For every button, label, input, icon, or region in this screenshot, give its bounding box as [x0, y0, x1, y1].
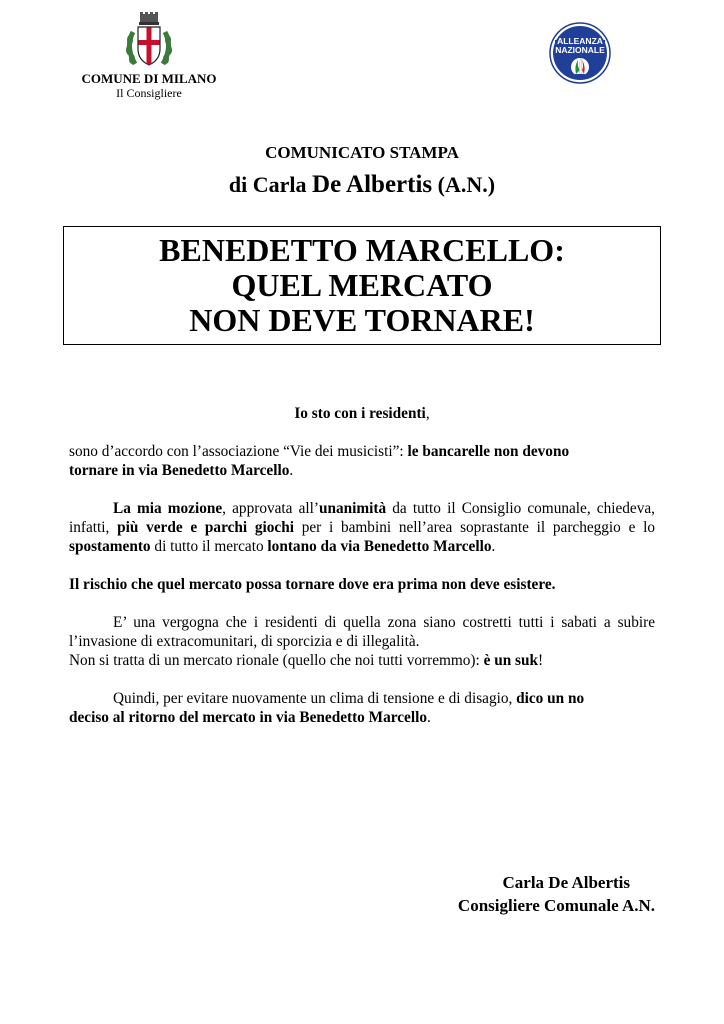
- p6-tail: !: [538, 652, 544, 669]
- paragraph-2: [69, 442, 655, 480]
- svg-text:ALLEANZA: ALLEANZA: [557, 36, 603, 46]
- p7-bold-2: deciso al ritorno del mercato in via Benedetto Marcello: [69, 709, 427, 726]
- comune-header: [74, 12, 224, 100]
- p7-bold-1: dico un no: [516, 690, 585, 707]
- headline-box: [63, 226, 661, 345]
- p3-text-3: per i bambini nell’area soprastante il parcheggio e lo: [293, 519, 655, 536]
- svg-text:NAZIONALE: NAZIONALE: [555, 45, 605, 55]
- p1-tail: ,: [425, 405, 430, 422]
- paragraph-7: [69, 689, 655, 727]
- author-suffix: (A.N.): [432, 172, 496, 197]
- p2-tail: .: [289, 462, 294, 479]
- p7-text: Quindi, per evitare nuovamente un clima di tensione e di disagio,: [113, 690, 517, 707]
- p3-bold-1: La mia mozione: [113, 500, 223, 517]
- p4-bold: Il rischio che quel mercato possa tornare dove era prima non deve esistere.: [69, 576, 556, 593]
- headline-line-2: QUEL MERCATO: [231, 267, 493, 303]
- p3-text-2: da tutto il Consiglio comunale, chiedeva, infatti,: [69, 500, 655, 536]
- comune-name: COMUNE DI MILANO: [81, 71, 217, 86]
- signature-block: [458, 871, 655, 917]
- p7-tail: .: [426, 709, 431, 726]
- paragraph-1: [69, 404, 655, 423]
- author-line: [0, 171, 724, 199]
- headline-line-1: BENEDETTO MARCELLO:: [159, 232, 565, 268]
- author-prefix: di Carla: [228, 172, 313, 197]
- p2-bold-1: le bancarelle non devono: [407, 443, 570, 460]
- press-release-body: [69, 404, 655, 727]
- press-release-label: COMUNICATO STAMPA: [265, 143, 459, 162]
- paragraph-6: [69, 651, 655, 670]
- p1-bold: Io sto con i residenti: [294, 405, 426, 422]
- headline-line-3: NON DEVE TORNARE!: [189, 302, 535, 338]
- p3-text-5: .: [491, 538, 496, 555]
- signature-name: Carla De Albertis: [502, 873, 630, 892]
- paragraph-5: E’ una vergogna che i residenti di quella zona siano costretti tutti i sabati a subire l’invasione di extracomunitari, di sporcizia e di illegalità.: [69, 614, 655, 650]
- signature-title: Consigliere Comunale A.N.: [457, 896, 655, 915]
- p6-text: Non si tratta di un mercato rionale (quello che noi tutti vorremmo):: [69, 652, 484, 669]
- role-label: Il Consigliere: [116, 86, 182, 100]
- p3-bold-4: spostamento: [69, 538, 151, 555]
- author-name: De Albertis: [312, 171, 433, 198]
- paragraph-4: [69, 575, 655, 594]
- milan-coat-of-arms-icon: [119, 12, 179, 72]
- p3-bold-5: lontano da via Benedetto Marcello: [267, 538, 492, 555]
- p3-text-1: , approvata all’: [222, 500, 319, 517]
- p6-bold: è un suk: [483, 652, 539, 669]
- p3-text-4: di tutto il mercato: [150, 538, 268, 555]
- p2-text: sono d’accordo con l’associazione “Vie dei musicisti”:: [69, 443, 408, 460]
- paragraph-3: [69, 499, 655, 556]
- alleanza-nazionale-logo-icon: [549, 22, 611, 84]
- p3-bold-2: unanimità: [318, 500, 387, 517]
- p2-bold-2: tornare in via Benedetto Marcello: [69, 462, 290, 479]
- p3-bold-3: più verde e parchi giochi: [117, 519, 294, 536]
